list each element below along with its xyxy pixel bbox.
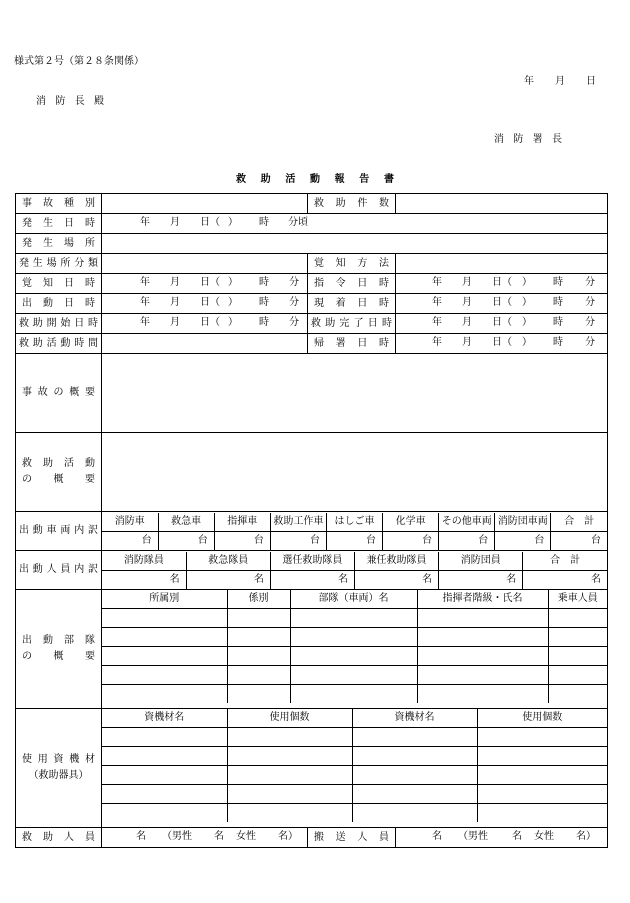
personnel-header: 消防団員 bbox=[439, 552, 523, 571]
equipment-header: 使用個数 bbox=[477, 709, 607, 728]
label-return-datetime: 帰 署 日 時 bbox=[308, 334, 396, 354]
value-incident-summary[interactable] bbox=[102, 354, 608, 433]
vehicle-header: 救助工作車 bbox=[270, 513, 326, 532]
personnel-header: 選任救助隊員 bbox=[270, 552, 354, 571]
value-location[interactable] bbox=[102, 234, 608, 254]
units-header: 所属別 bbox=[102, 590, 227, 609]
row-start-complete bbox=[16, 314, 608, 334]
addressee: 消 防 長 殿 bbox=[36, 96, 104, 107]
vehicle-header: 救急車 bbox=[158, 513, 214, 532]
vehicle-count[interactable]: 台 bbox=[158, 531, 214, 550]
label-incident-type: 事 故 種 別 bbox=[16, 194, 102, 214]
label-occurrence-datetime: 発 生 日 時 bbox=[16, 214, 102, 234]
value-incident-type[interactable] bbox=[102, 194, 308, 214]
personnel-header: 消防隊員 bbox=[102, 552, 186, 571]
value-detection-method[interactable] bbox=[396, 254, 608, 274]
vehicle-header: 合 計 bbox=[551, 513, 607, 532]
table-row bbox=[102, 666, 607, 685]
row-occurrence-datetime bbox=[16, 214, 608, 234]
personnel-count[interactable]: 名 bbox=[186, 570, 270, 589]
equipment-header: 資機材名 bbox=[352, 709, 477, 728]
personnel-count[interactable]: 名 bbox=[270, 570, 354, 589]
table-row bbox=[102, 804, 607, 823]
vehicle-header: はしご車 bbox=[326, 513, 382, 532]
row-dispatch-arrival bbox=[16, 294, 608, 314]
table-row bbox=[102, 785, 607, 804]
table-row bbox=[102, 766, 607, 785]
row-activity-summary bbox=[16, 433, 608, 512]
vehicle-header: 消防車 bbox=[102, 513, 158, 532]
label-location: 発 生 場 所 bbox=[16, 234, 102, 254]
personnel-header: 合 計 bbox=[523, 552, 607, 571]
row-personnel bbox=[16, 551, 608, 590]
row-rescued-transported bbox=[16, 828, 608, 848]
report-date: 年 月 日 bbox=[524, 76, 596, 87]
units-table bbox=[102, 590, 607, 703]
table-row bbox=[102, 628, 607, 647]
label-units: 出 動 部 隊 の 概 要 bbox=[16, 590, 102, 709]
value-complete-datetime[interactable]: 年 月 日（ ） 時 分 bbox=[396, 314, 608, 334]
label-command-datetime: 指 令 日 時 bbox=[308, 274, 396, 294]
vehicle-header: 化学車 bbox=[383, 513, 439, 532]
label-rescue-count: 救 助 件 数 bbox=[308, 194, 396, 214]
value-rescue-count[interactable] bbox=[396, 194, 608, 214]
equipment-table bbox=[102, 709, 607, 822]
value-return-datetime[interactable]: 年 月 日（ ） 時 分 bbox=[396, 334, 608, 354]
personnel-header: 救急隊員 bbox=[186, 552, 270, 571]
label-detection-datetime: 覚 知 日 時 bbox=[16, 274, 102, 294]
vehicle-count[interactable]: 台 bbox=[383, 531, 439, 550]
label-rescued: 救 助 人 員 bbox=[16, 828, 102, 848]
label-arrival-datetime: 現 着 日 時 bbox=[308, 294, 396, 314]
row-equipment bbox=[16, 709, 608, 828]
value-activity-duration[interactable] bbox=[102, 334, 308, 354]
vehicle-count[interactable]: 台 bbox=[270, 531, 326, 550]
vehicle-header: その他車両 bbox=[439, 513, 495, 532]
value-arrival-datetime[interactable]: 年 月 日（ ） 時 分 bbox=[396, 294, 608, 314]
row-location-class bbox=[16, 254, 608, 274]
personnel-header: 兼任救助隊員 bbox=[354, 552, 438, 571]
value-rescued[interactable]: 名 （男性 名 女性 名） bbox=[102, 828, 308, 848]
vehicle-count[interactable]: 台 bbox=[439, 531, 495, 550]
vehicle-count[interactable]: 台 bbox=[102, 531, 158, 550]
units-header: 指揮者階級・氏名 bbox=[417, 590, 548, 609]
label-activity-duration: 救 助 活 動 時 間 bbox=[16, 334, 102, 354]
row-incident-type bbox=[16, 194, 608, 214]
table-row bbox=[102, 747, 607, 766]
row-incident-summary bbox=[16, 354, 608, 433]
value-detection-datetime[interactable]: 年 月 日（ ） 時 分 bbox=[102, 274, 308, 294]
row-location bbox=[16, 234, 608, 254]
vehicle-count[interactable]: 台 bbox=[214, 531, 270, 550]
value-dispatch-datetime[interactable]: 年 月 日（ ） 時 分 bbox=[102, 294, 308, 314]
vehicle-count[interactable]: 台 bbox=[326, 531, 382, 550]
label-equipment: 使 用 資 機 材 （救助器具） bbox=[16, 709, 102, 828]
table-row bbox=[102, 609, 607, 628]
label-detection-method: 覚 知 方 法 bbox=[308, 254, 396, 274]
personnel-count[interactable]: 名 bbox=[354, 570, 438, 589]
label-transported: 搬 送 人 員 bbox=[308, 828, 396, 848]
row-units bbox=[16, 590, 608, 709]
label-complete-datetime: 救 助 完 了 日 時 bbox=[308, 314, 396, 334]
report-form bbox=[15, 193, 608, 848]
personnel-count[interactable]: 名 bbox=[439, 570, 523, 589]
label-location-class: 発 生 場 所 分 類 bbox=[16, 254, 102, 274]
vehicle-header: 消防団車両 bbox=[495, 513, 551, 532]
sender: 消 防 署 長 bbox=[494, 134, 562, 145]
value-activity-summary[interactable] bbox=[102, 433, 608, 512]
label-incident-summary: 事 故 の 概 要 bbox=[16, 354, 102, 433]
form-number: 様式第２号（第２８条関係） bbox=[14, 56, 144, 67]
table-row bbox=[102, 728, 607, 747]
value-occurrence-datetime[interactable]: 年 月 日（ ） 時 分頃 bbox=[102, 214, 608, 234]
table-row bbox=[102, 647, 607, 666]
row-detection-command bbox=[16, 274, 608, 294]
equipment-header: 資機材名 bbox=[102, 709, 227, 728]
vehicles-table bbox=[102, 513, 607, 550]
units-header: 係別 bbox=[227, 590, 290, 609]
vehicle-header: 指揮車 bbox=[214, 513, 270, 532]
value-start-datetime[interactable]: 年 月 日（ ） 時 分 bbox=[102, 314, 308, 334]
vehicle-count[interactable]: 台 bbox=[495, 531, 551, 550]
personnel-table bbox=[102, 552, 607, 589]
value-command-datetime[interactable]: 年 月 日（ ） 時 分 bbox=[396, 274, 608, 294]
label-dispatch-datetime: 出 動 日 時 bbox=[16, 294, 102, 314]
personnel-count[interactable]: 名 bbox=[523, 570, 607, 589]
personnel-count[interactable]: 名 bbox=[102, 570, 186, 589]
units-header: 部隊（車両）名 bbox=[290, 590, 417, 609]
value-location-class[interactable] bbox=[102, 254, 308, 274]
page-title: 救 助 活 動 報 告 書 bbox=[236, 174, 394, 185]
row-duration-return bbox=[16, 334, 608, 354]
vehicle-count[interactable]: 台 bbox=[551, 531, 607, 550]
label-personnel: 出 動 人 員 内 訳 bbox=[16, 551, 102, 590]
label-start-datetime: 救 助 開 始 日 時 bbox=[16, 314, 102, 334]
label-activity-summary: 救 助 活 動 の 概 要 bbox=[16, 433, 102, 512]
value-transported[interactable]: 名 （男性 名 女性 名） bbox=[396, 828, 608, 848]
equipment-header: 使用個数 bbox=[227, 709, 352, 728]
units-header: 乗車人員 bbox=[548, 590, 607, 609]
table-row bbox=[102, 685, 607, 704]
label-vehicles: 出 動 車 両 内 訳 bbox=[16, 512, 102, 551]
row-vehicles bbox=[16, 512, 608, 551]
